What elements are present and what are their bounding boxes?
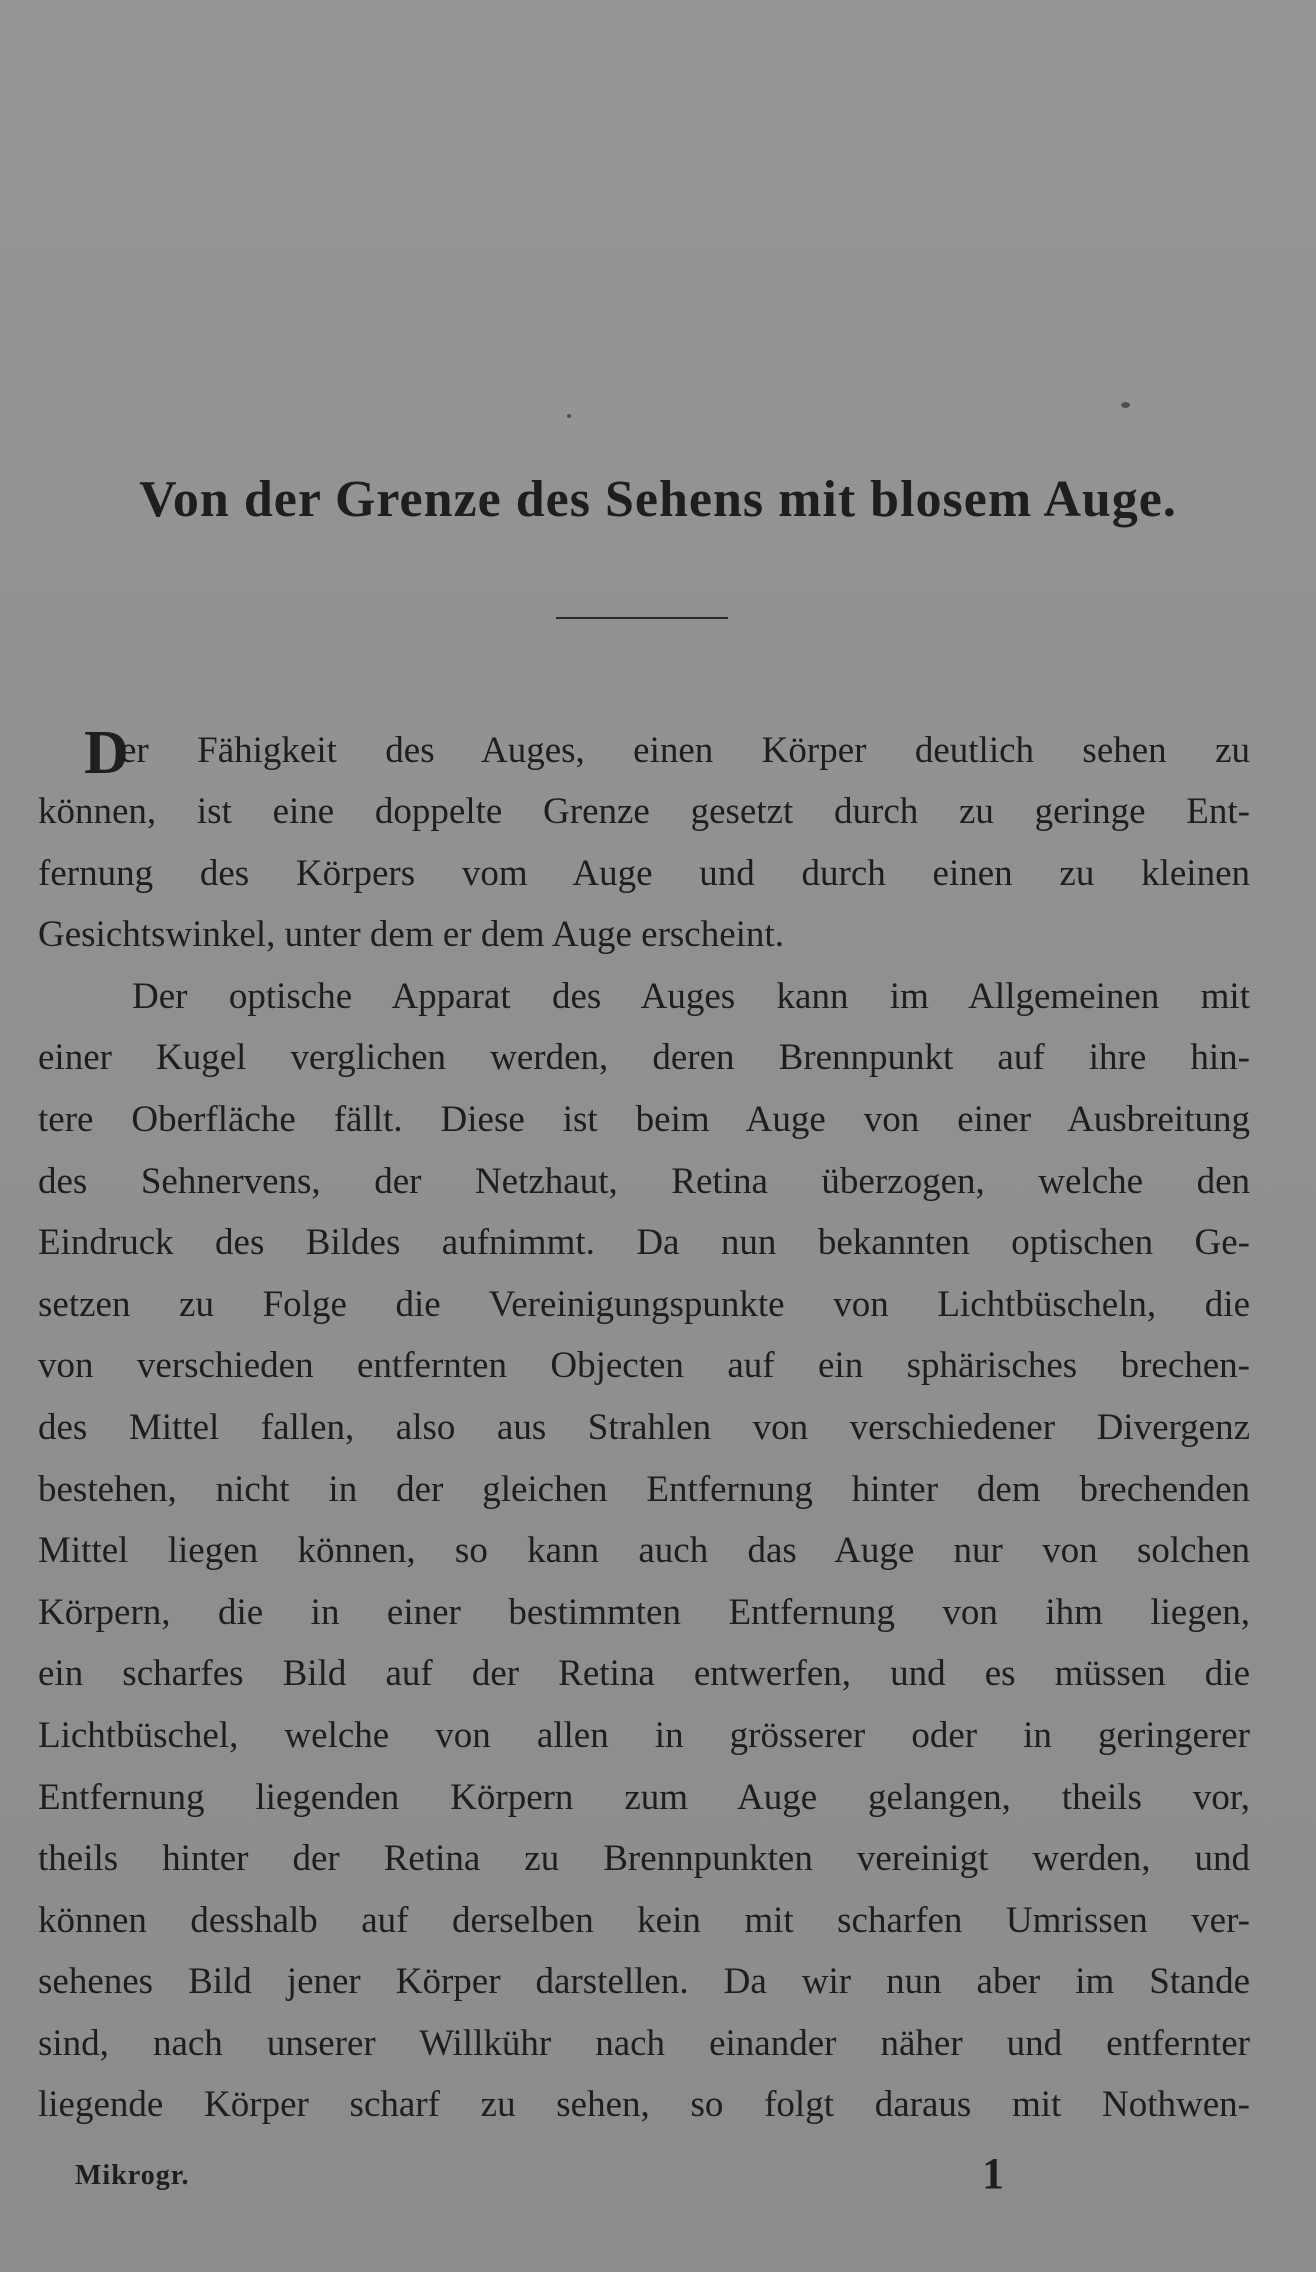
text-line: tere Oberfläche fällt. Diese ist beim Auge von einer Ausbreitung: [38, 1099, 1250, 1140]
signature-mark: Mikrogr.: [75, 2160, 190, 2191]
title-divider: [556, 617, 728, 619]
text-line: des Mittel fallen, also aus Strahlen von verschiedener Divergenz: [38, 1407, 1250, 1448]
text-line: setzen zu Folge die Vereinigungspunkte von Lichtbüscheln, die: [38, 1284, 1250, 1325]
text-line: er Fähigkeit des Auges, einen Körper deutlich sehen zu: [120, 730, 1250, 771]
text-line: fernung des Körpers vom Auge und durch einen zu kleinen: [38, 853, 1250, 894]
text-line: Entfernung liegenden Körpern zum Auge gelangen, theils vor,: [38, 1777, 1250, 1818]
text-line: von verschieden entfernten Objecten auf ein sphärisches brechen-: [38, 1345, 1250, 1386]
text-line: liegende Körper scharf zu sehen, so folgt daraus mit Nothwen-: [38, 2084, 1250, 2125]
text-line: sehenes Bild jener Körper darstellen. Da wir nun aber im Stande: [38, 1961, 1250, 2002]
text-line: einer Kugel verglichen werden, deren Brennpunkt auf ihre hin-: [38, 1037, 1250, 1078]
text-line: Eindruck des Bildes aufnimmt. Da nun bekannten optischen Ge-: [38, 1222, 1250, 1263]
text-line: Mittel liegen können, so kann auch das Auge nur von solchen: [38, 1530, 1250, 1571]
text-line: sind, nach unserer Willkühr nach einander näher und entfernter: [38, 2023, 1250, 2064]
text-line: ein scharfes Bild auf der Retina entwerfen, und es müssen die: [38, 1653, 1250, 1694]
chapter-title: Von der Grenze des Sehens mit blosem Auge.: [139, 471, 1177, 528]
text-line: Gesichtswinkel, unter dem er dem Auge erscheint.: [38, 914, 784, 955]
text-line: bestehen, nicht in der gleichen Entfernung hinter dem brechenden: [38, 1469, 1250, 1510]
text-line: des Sehnervens, der Netzhaut, Retina überzogen, welche den: [38, 1161, 1250, 1202]
ink-speck: [567, 414, 571, 418]
text-line: theils hinter der Retina zu Brennpunkten vereinigt werden, und: [38, 1838, 1250, 1879]
page-number: 1: [982, 2149, 1004, 2198]
text-line: können, ist eine doppelte Grenze gesetzt durch zu geringe Ent-: [38, 791, 1250, 832]
ink-speck: [1121, 402, 1130, 408]
text-line: können desshalb auf derselben kein mit scharfen Umrissen ver-: [38, 1900, 1250, 1941]
text-line: Lichtbüschel, welche von allen in grösserer oder in geringerer: [38, 1715, 1250, 1756]
text-line: Der optische Apparat des Auges kann im Allgemeinen mit: [132, 976, 1250, 1017]
drop-cap: D: [84, 719, 129, 787]
text-line: Körpern, die in einer bestimmten Entfernung von ihm liegen,: [38, 1592, 1250, 1633]
